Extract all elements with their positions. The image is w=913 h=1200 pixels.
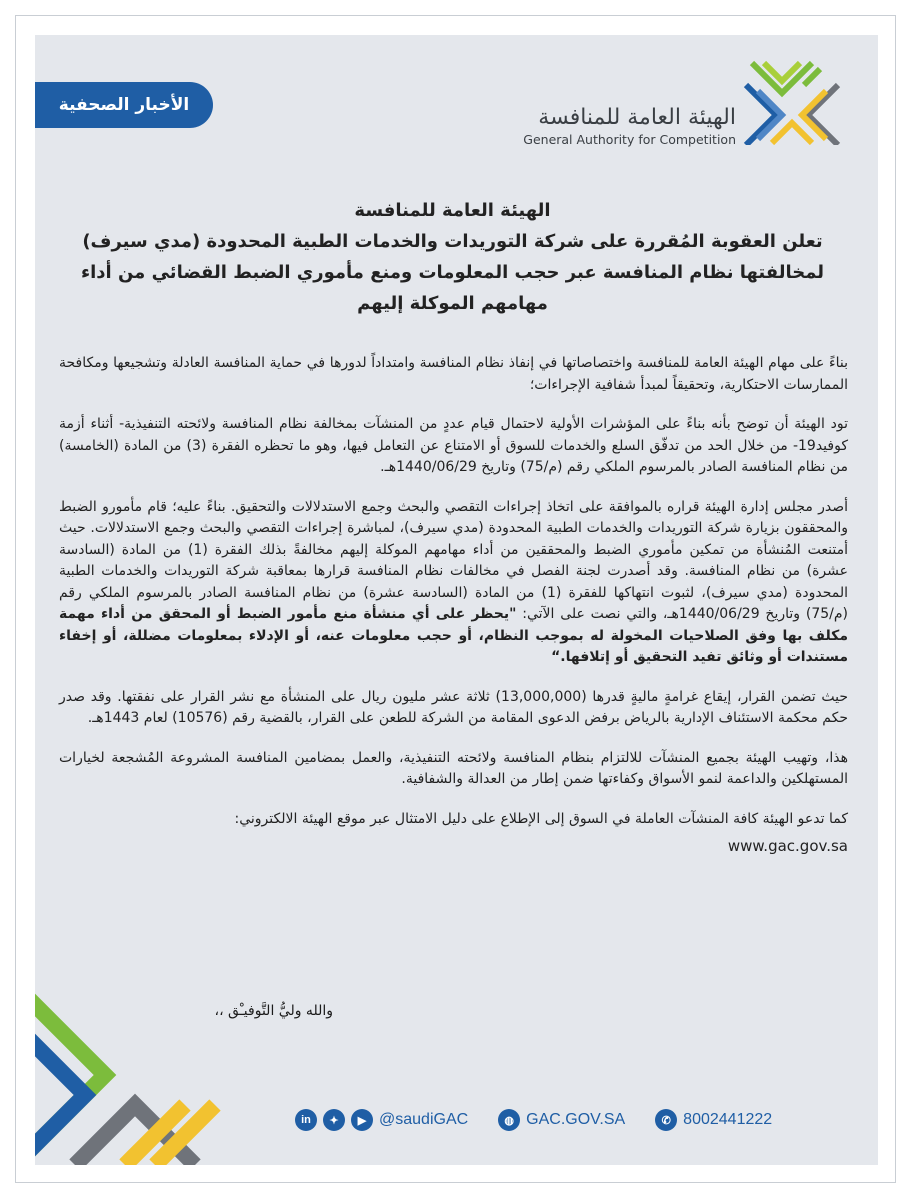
paragraph-6: كما تدعو الهيئة كافة المنشآت العاملة في السوق إلى الإطلاع على دليل الامتثال عبر موقع الهيئة الالكتروني: xyxy=(234,810,848,827)
headline-line-4: مهامهم الموكلة إليهم xyxy=(357,293,548,314)
logo-english-name: General Authority for Competition xyxy=(523,132,736,147)
social-handle[interactable]: @saudiGAC xyxy=(379,1111,469,1128)
paragraph-4: حيث تضمن القرار، إيقاع غرامةٍ ماليةٍ قدرها (13,000,000) ثلاثة عشر مليون ريال على المنشأة مع نشر القرار على نفقتها. وقد صدر حكم محكمة الاستئناف الإدارية بالرياض برفض الدعوى المقامة من الشركة للطعن على القرار، بالقضية رقم (10576) لعام 1443هـ. xyxy=(59,688,849,726)
headline-line-3: لمخالفتها نظام المنافسة عبر حجب المعلومات ومنع مأموري الضبط القضائي من أداء xyxy=(80,262,825,283)
paragraph-3 xyxy=(59,497,848,669)
press-release-page xyxy=(35,35,878,1165)
closing-phrase: والله وليُّ التَّوفيـْق ،، xyxy=(214,1003,333,1019)
press-news-badge: الأخبار الصحفية xyxy=(35,82,213,128)
social-group xyxy=(295,1109,468,1131)
headline xyxy=(55,195,850,319)
paragraph-3-quote: "يحظر على أي منشأة منع مأمور الضبط أو المحقق من أداء مهمة مكلف بها وفق الصلاحيات المخولة له بموجب النظام، أو حجب معلومات عنه، أو الإدلاء بمعلومات مضللة، أو إخفاء مستندات أو وثائق تفيد التحقيق أو إتلافها.“ xyxy=(59,606,848,665)
headline-line-1: الهيئة العامة للمنافسة xyxy=(354,200,551,221)
headline-line-2: تعلن العقوبة المُقررة على شركة التوريدات والخدمات الطبية المحدودة (مدي سيرف) xyxy=(82,231,823,252)
phone-icon: ✆ xyxy=(655,1109,677,1131)
footer-website[interactable]: GAC.GOV.SA xyxy=(526,1111,626,1128)
phone-group xyxy=(655,1109,772,1131)
website-group xyxy=(498,1109,625,1131)
paragraph-2: تود الهيئة أن توضح بأنه بناءً على المؤشرات الأولية لاحتمال قيام عددٍ من المنشآت بمخالفة نظام المنافسة ولائحته التنفيذية- أثناء أزمة كوفيد19- من خلال الحد من تدفّق السلع والخدمات للسوق أو الامتناع عن التعامل فيها، وهو ما تحظره الفقرة (3) من المادة (الخامسة) من نظام المنافسة الصادر بالمرسوم الملكي رقم (م/75) وتاريخ 1440/06/29هـ. xyxy=(59,416,848,475)
footer-phone[interactable]: 8002441222 xyxy=(683,1111,773,1128)
website-url-link[interactable]: www.gac.gov.sa xyxy=(727,837,848,855)
twitter-icon[interactable]: ✦ xyxy=(323,1109,345,1131)
contact-footer xyxy=(295,1103,802,1137)
youtube-icon[interactable]: ▶ xyxy=(351,1109,373,1131)
paragraph-5: هذا، وتهيب الهيئة بجميع المنشآت للالتزام بنظام المنافسة ولائحته التنفيذية، والعمل بمضامين المنافسة المشروعة المُشجعة لخيارات المستهلكين والداعمة لنمو الأسواق وكفاءتها ضمن إطار من العدالة والشفافية. xyxy=(59,749,848,787)
paragraph-1: بناءً على مهام الهيئة العامة للمنافسة واختصاصاتها في إنفاذ نظام المنافسة وامتداداً لدورها في حماية المنافسة العادلة وتشجيعها ومكافحة الممارسات الاحتكارية، وتحقيقاً لمبدأ شفافية الإجراءات؛ xyxy=(59,355,848,393)
globe-icon: ◍ xyxy=(498,1109,520,1131)
gac-logo-icon xyxy=(742,55,842,145)
corner-chevron-decoration xyxy=(35,985,225,1165)
linkedin-icon[interactable]: in xyxy=(295,1109,317,1131)
paragraph-3-text: أصدر مجلس إدارة الهيئة قراره بالموافقة على اتخاذ إجراءات التقصي والبحث وجمع الاستدلالات والتحقيق. بناءً عليه؛ قام مأمورو الضبط والمحققون بزيارة شركة التوريدات والخدمات الطبية المحدودة (مدي سيرف)، لمباشرة إجراءات التقصي والبحث وجمع الاستدلالات. حيث أمتنعت المُنشأة من تمكين مأموري الضبط والمحققين من أداء مهامهم الموكلة إليهم مخالفةً بذلك الفقرة (1) من المادة (السادسة عشرة) من نظام المنافسة. وقد أصدرت لجنة الفصل في مخالفات نظام المنافسة قرارها بمعاقبة شركة التوريدات والخدمات الطبية المحدودة (مدي سيرف)، لثبوت انتهاكها للفقرة (1) من المادة (السادسة عشرة) من نظام المنافسة الصادر بالمرسوم الملكي رقم (م/75) وتاريخ 1440/06/29هـ، والتي نصت على الآتي: xyxy=(59,498,849,622)
gac-logo-text xyxy=(523,105,736,147)
article-body xyxy=(59,353,848,876)
logo-arabic-name: الهيئة العامة للمنافسة xyxy=(538,105,736,130)
